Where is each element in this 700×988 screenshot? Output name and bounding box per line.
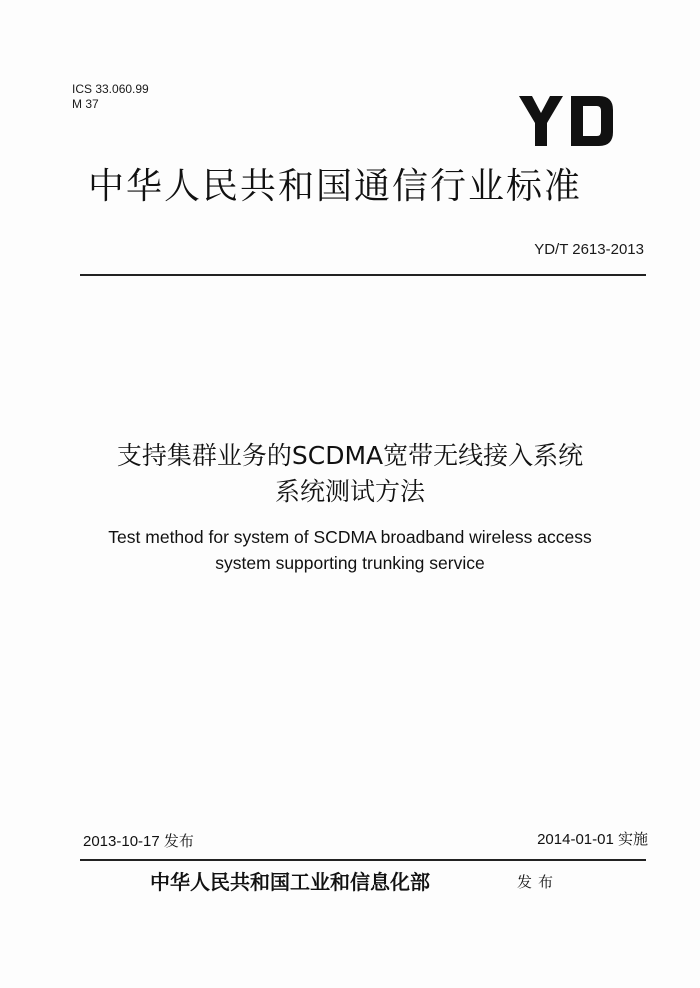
chinese-title-line-1: 支持集群业务的SCDMA宽带无线接入系统 (116, 441, 584, 470)
english-title (0, 524, 700, 576)
classification-codes (72, 82, 149, 112)
chinese-title-line-2: 系统测试方法 (274, 477, 425, 506)
footer-divider (80, 859, 646, 861)
organization-title: 中华人民共和国通信行业标准 (88, 166, 583, 207)
english-title-line-2: system supporting trunking service (215, 553, 485, 573)
publish-date: 2013-10-17 发布 (83, 833, 194, 850)
english-title-line-1: Test method for system of SCDMA broadband wireless access (108, 527, 592, 547)
yd-logo (519, 96, 614, 146)
issuing-authority: 中华人民共和国工业和信息化部 (150, 870, 430, 894)
header-divider (80, 274, 646, 276)
standard-number: YD/T 2613-2013 (534, 241, 644, 258)
ccs-code: M 37 (72, 97, 99, 111)
issue-label: 发布 (517, 873, 560, 891)
ics-code: ICS 33.060.99 (72, 82, 149, 96)
implement-date: 2014-01-01 实施 (537, 831, 648, 848)
chinese-title (0, 438, 700, 510)
